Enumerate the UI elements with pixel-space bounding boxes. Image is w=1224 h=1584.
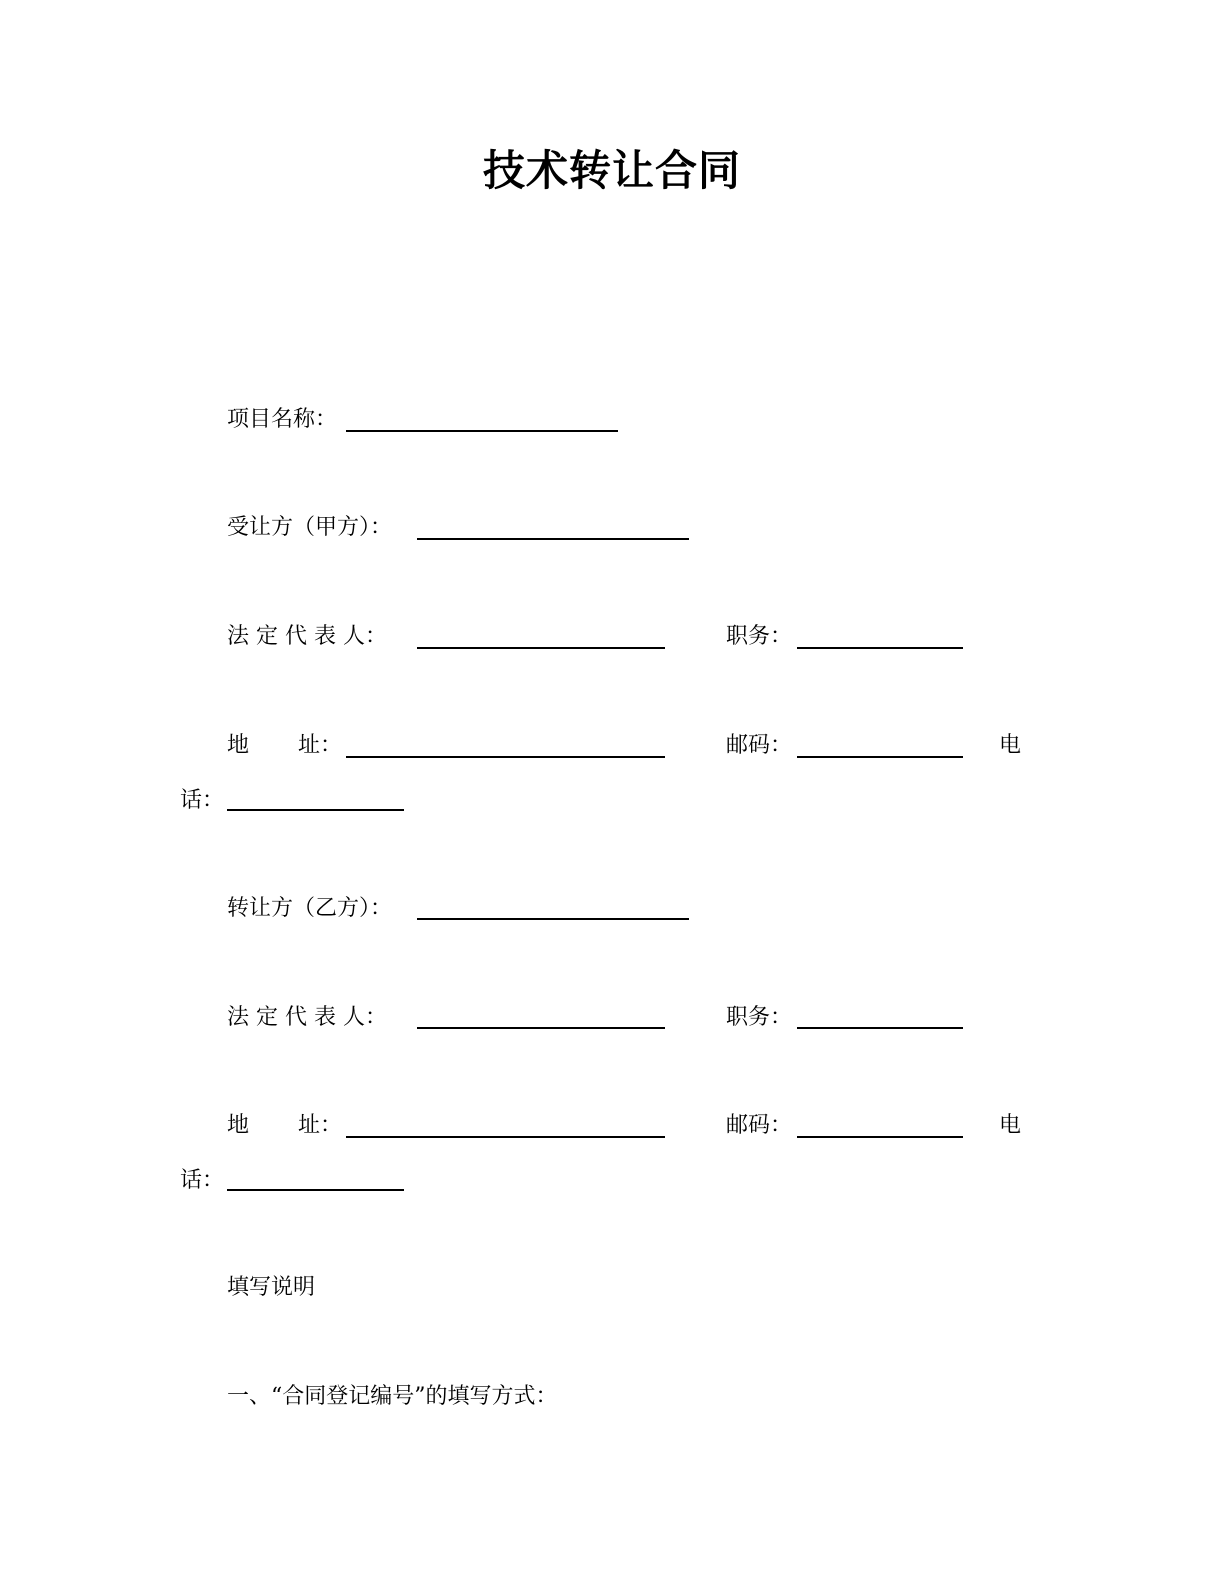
party-a-position-label: 职务： bbox=[726, 624, 793, 649]
document-title: 技术转让合同 bbox=[482, 146, 741, 195]
party-b-position-label: 职务： bbox=[726, 1005, 793, 1030]
party-b-field[interactable] bbox=[417, 918, 689, 920]
project-name-field[interactable] bbox=[346, 430, 618, 432]
party-a-phone-label-2: 话： bbox=[180, 788, 225, 813]
party-a-address-field[interactable] bbox=[346, 756, 665, 758]
party-b-postcode-field[interactable] bbox=[797, 1136, 963, 1138]
party-b-address-label-2: 址： bbox=[298, 1113, 343, 1138]
party-a-phone-label-1: 电 bbox=[999, 733, 1022, 758]
project-name-label: 项目名称： bbox=[227, 407, 338, 432]
party-a-legal-rep-field[interactable] bbox=[417, 647, 665, 649]
party-b-legal-rep-field[interactable] bbox=[417, 1027, 665, 1029]
party-a-address-label-2: 址： bbox=[298, 733, 343, 758]
party-b-postcode-label: 邮码： bbox=[726, 1113, 793, 1138]
party-a-field[interactable] bbox=[417, 538, 689, 540]
party-a-position-field[interactable] bbox=[797, 647, 963, 649]
party-a-address-label-1: 地 bbox=[227, 733, 250, 758]
party-b-position-field[interactable] bbox=[797, 1027, 963, 1029]
party-a-label: 受让方（甲方）： bbox=[227, 515, 393, 540]
party-b-phone-label-1: 电 bbox=[999, 1113, 1022, 1138]
party-b-label: 转让方（乙方）： bbox=[227, 896, 393, 921]
party-b-phone-field[interactable] bbox=[227, 1189, 404, 1191]
party-a-phone-field[interactable] bbox=[227, 809, 404, 811]
party-b-address-label-1: 地 bbox=[227, 1113, 250, 1138]
party-b-address-field[interactable] bbox=[346, 1136, 665, 1138]
party-a-postcode-field[interactable] bbox=[797, 756, 963, 758]
party-b-legal-rep-label: 法 定 代 表 人： bbox=[227, 1005, 387, 1030]
party-a-legal-rep-label: 法 定 代 表 人： bbox=[227, 624, 387, 649]
party-a-postcode-label: 邮码： bbox=[726, 733, 793, 758]
party-b-phone-label-2: 话： bbox=[180, 1168, 225, 1193]
instructions-heading: 填写说明 bbox=[227, 1275, 316, 1300]
instructions-item-1: 一、“合同登记编号”的填写方式： bbox=[227, 1384, 558, 1409]
